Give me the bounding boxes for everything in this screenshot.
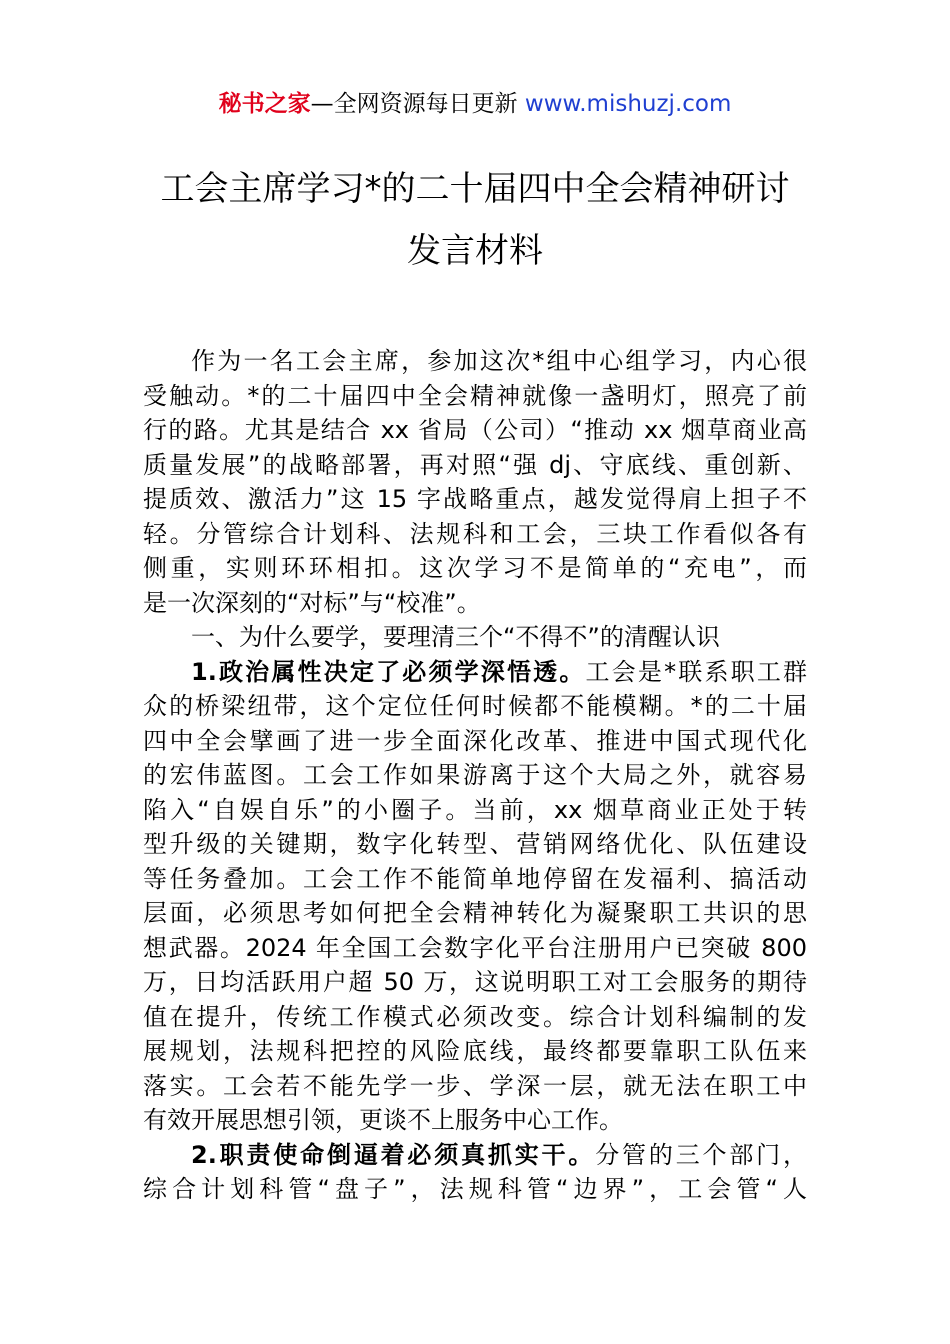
paragraph-2-line: 有效开展思想引领，更谈不上服务中心工作。 xyxy=(143,1106,623,1134)
paragraph-2-line: 等任务叠加。工会工作不能简单地停留在发福利、搞活动 xyxy=(143,864,807,893)
document-body xyxy=(143,344,807,1207)
paragraph-2-line: 层面，必须思考如何把全会精神转化为凝聚职工共识的思 xyxy=(143,899,807,927)
paragraph-3-first-rest: 分管的三个部门， xyxy=(595,1140,807,1169)
site-url-link[interactable]: www.mishuzj.com xyxy=(524,91,732,117)
paragraph-1-line: 是一次深刻的“对标”与“校准”。 xyxy=(143,588,481,617)
title-line-2: 发言材料 xyxy=(407,231,543,271)
paragraph-2-first-line xyxy=(143,655,807,690)
paragraph-2-line: 陷入“自娱自乐”的小圈子。当前，xx 烟草商业正处于转 xyxy=(143,795,807,824)
paragraph-1-line: 提质效、激活力”这 15 字战略重点，越发觉得肩上担子不 xyxy=(143,485,807,513)
paragraph-1-line: 轻。分管综合计划科、法规科和工会，三块工作看似各有 xyxy=(143,519,807,548)
paragraph-3-lead: 2.职责使命倒逼着必须真抓实干。 xyxy=(191,1140,596,1169)
paragraph-3-first-line xyxy=(143,1138,807,1173)
site-header xyxy=(0,88,950,120)
document-title xyxy=(100,158,850,282)
section-heading-1: 一、为什么要学，要理清三个“不得不”的清醒认识 xyxy=(191,623,720,651)
paragraph-2-line: 落实。工会若不能先学一步、学深一层，就无法在职工中 xyxy=(143,1071,807,1100)
paragraph-2-line: 众的桥梁纽带，这个定位任何时候都不能模糊。*的二十届 xyxy=(143,692,807,720)
paragraph-2-lead: 1.政治属性决定了必须学深悟透。 xyxy=(191,657,586,686)
paragraph-1-line: 质量发展”的战略部署，再对照“强 dj、守底线、重创新、 xyxy=(143,450,807,479)
paragraph-2-line: 值在提升，传统工作模式必须改变。综合计划科编制的发 xyxy=(143,1002,807,1031)
paragraph-2-line: 万，日均活跃用户超 50 万，这说明职工对工会服务的期待 xyxy=(143,968,807,996)
paragraph-2-line: 想武器。2024 年全国工会数字化平台注册用户已突破 800 xyxy=(143,933,807,962)
paragraph-1-line: 作为一名工会主席，参加这次*组中心组学习，内心很 xyxy=(191,347,807,375)
paragraph-2-first-rest: 工会是*联系职工群 xyxy=(585,657,807,686)
paragraph-3-line: 综合计划科管“盘子”，法规科管“边界”，工会管“人 xyxy=(143,1175,807,1203)
paragraph-1-line: 受触动。*的二十届四中全会精神就像一盏明灯，照亮了前 xyxy=(143,381,807,410)
paragraph-2-line: 型升级的关键期，数字化转型、营销网络优化、队伍建设 xyxy=(143,830,807,858)
paragraph-2-line: 四中全会擘画了进一步全面深化改革、推进中国式现代化 xyxy=(143,726,807,755)
header-tagline: —全网资源每日更新 xyxy=(310,91,525,117)
paragraph-1-line: 侧重，实则环环相扣。这次学习不是简单的“充电”，而 xyxy=(143,554,807,582)
paragraph-1-line: 行的路。尤其是结合 xx 省局（公司）“推动 xx 烟草商业高 xyxy=(143,416,807,444)
title-line-1: 工会主席学习*的二十届四中全会精神研讨 xyxy=(160,169,790,209)
paragraph-2-line: 的宏伟蓝图。工会工作如果游离于这个大局之外，就容易 xyxy=(143,761,807,789)
paragraph-2-line: 展规划，法规科把控的风险底线，最终都要靠职工队伍来 xyxy=(143,1037,807,1065)
brand-name: 秘书之家 xyxy=(218,91,311,117)
